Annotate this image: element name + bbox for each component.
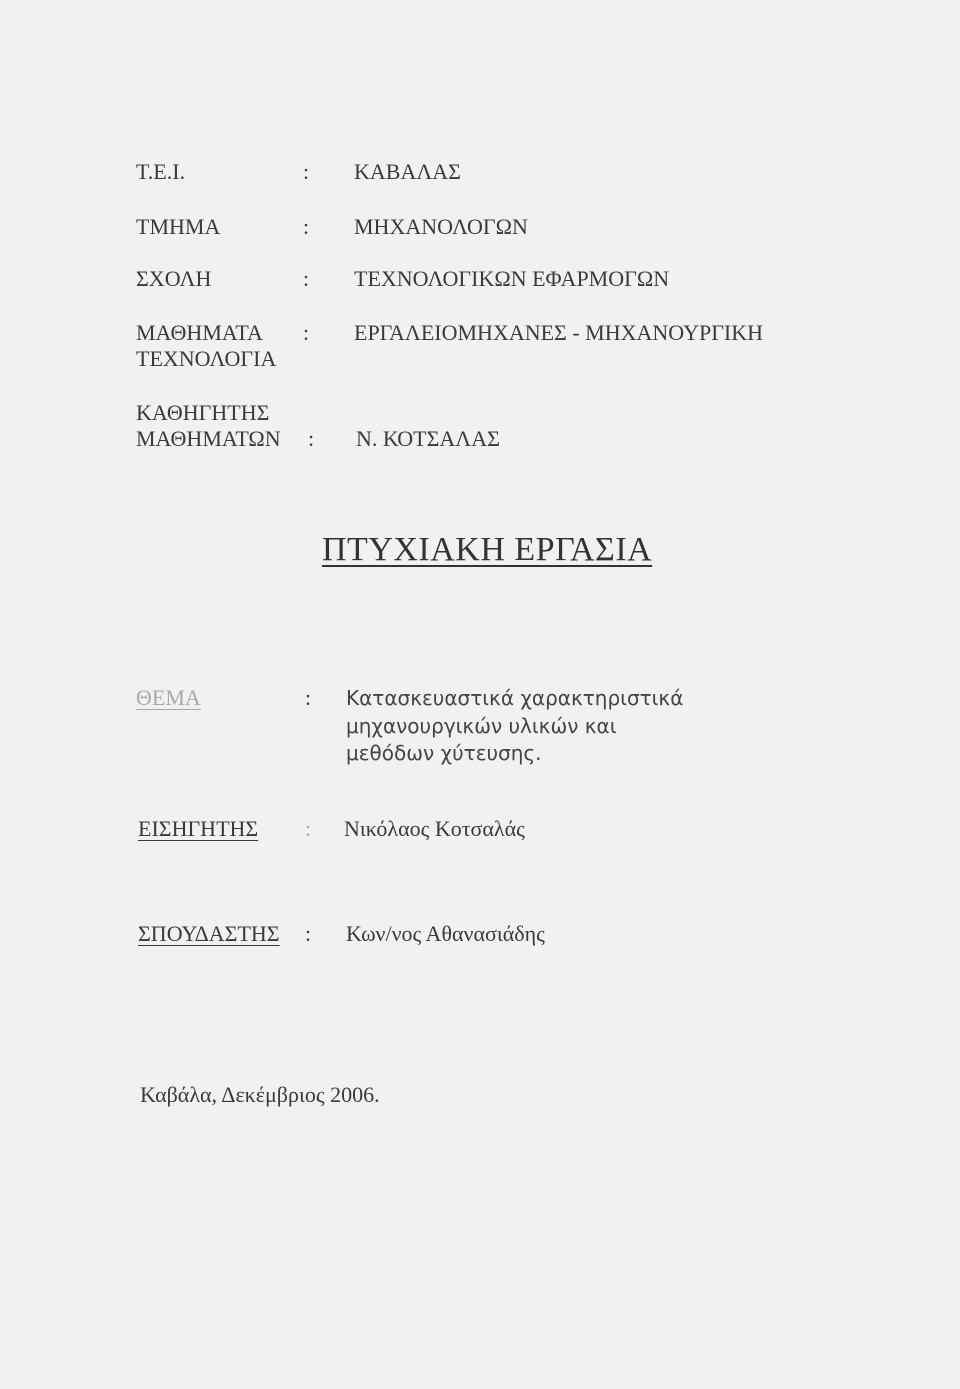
institution-label: Τ.Ε.Ι. [136,159,186,184]
institution-value: ΚΑΒΑΛΑΣ [354,159,461,184]
professor-value: Ν. ΚΟΤΣΑΛΑΣ [356,426,500,451]
student-label: ΣΠΟΥΔΑΣΤΗΣ [138,921,280,946]
institution-separator: : [303,159,310,184]
school-value: ΤΕΧΝΟΛΟΓΙΚΩΝ ΕΦΑΡΜΟΓΩΝ [354,266,670,291]
topic-line-3: μεθόδων χύτευσης. [346,741,542,765]
topic-line-1: Κατασκευαστικά χαρακτηριστικά [346,686,684,710]
professor-label-line2: ΜΑΘΗΜΑΤΩΝ [136,426,281,451]
supervisor-label: ΕΙΣΗΓΗΤΗΣ [138,816,259,841]
supervisor-separator: : [305,816,312,841]
courses-label-line2: ΤΕΧΝΟΛΟΓΙΑ [136,346,277,371]
courses-separator: : [303,320,310,345]
professor-separator: : [308,426,315,451]
department-separator: : [303,214,310,239]
topic-line-2: μηχανουργικών υλικών και [346,714,617,738]
school-label: ΣΧΟΛΗ [136,266,212,291]
document-title: ΠΤΥΧΙΑΚΗ ΕΡΓΑΣΙΑ [322,531,653,568]
professor-label-line1: ΚΑΘΗΓΗΤΗΣ [136,400,270,425]
place-date: Καβάλα, Δεκέμβριος 2006. [140,1082,380,1107]
supervisor-value: Νικόλαος Κοτσαλάς [344,816,525,841]
courses-label-line1: ΜΑΘΗΜΑΤΑ [136,320,263,345]
department-value: ΜΗΧΑΝΟΛΟΓΩΝ [354,214,528,239]
department-label: ΤΜΗΜΑ [136,214,221,239]
topic-separator: : [305,685,312,710]
school-separator: : [303,266,310,291]
courses-value: ΕΡΓΑΛΕΙΟΜΗΧΑΝΕΣ - ΜΗΧΑΝΟΥΡΓΙΚΗ [354,320,764,345]
student-separator: : [305,921,312,946]
student-value: Κων/νος Αθανασιάδης [346,921,545,946]
topic-label: ΘΕΜΑ [136,685,201,710]
